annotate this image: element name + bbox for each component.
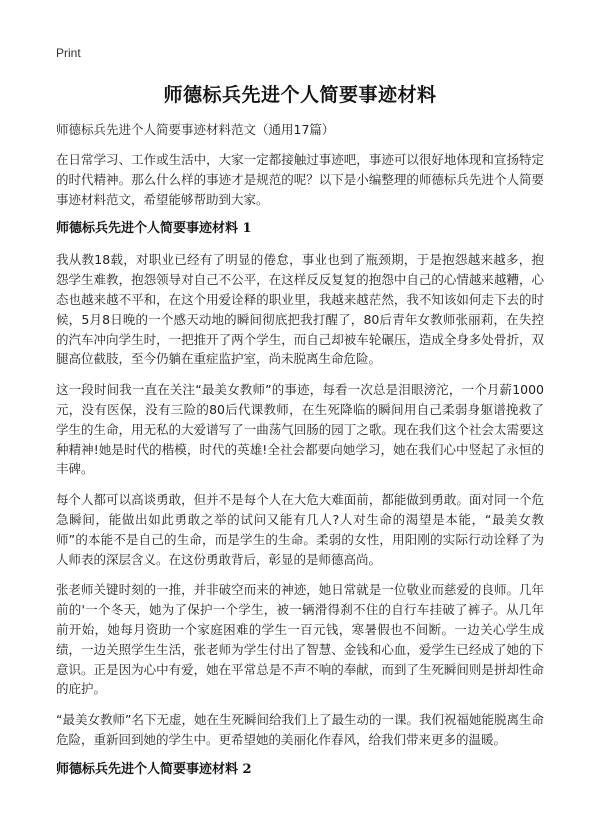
document-subtitle: 师德标兵先进个人简要事迹材料范文（通用17篇） bbox=[56, 122, 335, 137]
body-paragraph: 每个人都可以高谈勇敢，但并不是每个人在大危大难面前，都能做到勇敢。面对同一个危急瞬间，能做出如此勇敢之举的试问又能有几人?人对生命的渴望是本能，“最美女教师”的本能不是自己的生命，而是学生的生命。柔弱的女性，用阳刚的实际行动诠释了为人师表的深层含义。在这份勇敢背后，彰显的是师德高尚。 bbox=[56, 492, 544, 567]
section-heading-2: 师德标兵先进个人简要事迹材料 2 bbox=[56, 761, 252, 777]
print-link[interactable]: Print bbox=[56, 46, 81, 60]
body-paragraph: 这一段时间我一直在关注“最美女教师”的事迹，每看一次总是泪眼滂沱，一个月薪1000元，没有医保，没有三险的80后代课教师，在生死降临的瞬间用自己柔弱身躯谱挽救了学生的生命，用无私的大爱谱写了一曲荡气回肠的园丁之歌。现在我们这个社会太需要这种精神!她是时代的楷模，时代的英雄!全社会都要向她学习，她在我们心中竖起了永恒的丰碑。 bbox=[56, 382, 544, 477]
document-body bbox=[56, 150, 544, 791]
section-heading-1: 师德标兵先进个人简要事迹材料 1 bbox=[56, 221, 252, 237]
body-paragraph: “最美女教师”名下无虚，她在生死瞬间给我们上了最生动的一课。我们祝福她能脱离生命危险，重新回到她的学生中。更希望她的美丽化作春风，给我们带来更多的温暖。 bbox=[56, 712, 544, 747]
body-paragraph: 张老师关键时刻的一推，并非破空而来的神迹，她日常就是一位敬业而慈爱的良师。几年前的'一个冬天，她为了保护一个学生，被一辆滑得刹不住的自行车挂破了裤子。从几年前开始，她每月资助一个家庭困难的学生一百元钱，寒暑假也不间断。一边关心学生成绩，一边关照学生生活，张老师为学生付出了智慧、金钱和心血，爱学生已经成了她的下意识。正是因为心中有爱，她在平常总是不声不响的奉献，而到了生死瞬间则是拼却性命的庇护。 bbox=[56, 582, 544, 697]
page-title: 师德标兵先进个人简要事迹材料 bbox=[163, 84, 437, 106]
body-paragraph: 我从教18载，对职业已经有了明显的倦怠，事业也到了瓶颈期，于是抱怨越来越多，抱怨学生难教，抱怨领导对自己不公平，在这样反反复复的抱怨中自己的心情越来越糟，心态也越来越不平和，在这个用爱诠释的职业里，我越来越茫然，我不知该如何走下去的时候，5月8日晚的一个感天动地的瞬间彻底把我打醒了，80后青年女教师张丽莉，在失控的汽车冲向学生时，一把推开了两个学生，而自己却被车轮碾压，造成全身多处骨折，双腿高位截肢，至今仍躺在重症监护室，尚未脱离生命危险。 bbox=[56, 252, 544, 367]
intro-paragraph: 在日常学习、工作或生活中，大家一定都接触过事迹吧，事迹可以很好地体现和宣扬特定的时代精神。那么什么样的事迹才是规范的呢？以下是小编整理的师德标兵先进个人简要事迹材料范文，希望能够帮助到大家。 bbox=[56, 152, 544, 207]
